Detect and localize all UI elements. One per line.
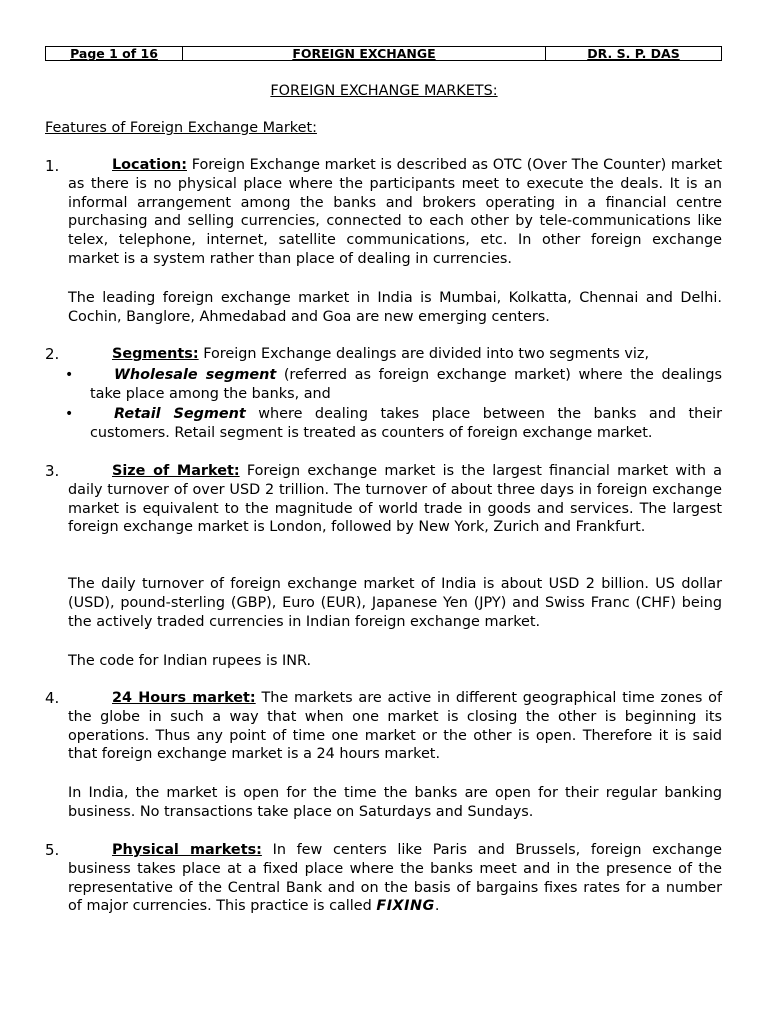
wholesale-segment-label: Wholesale segment <box>114 367 277 383</box>
section-5-number: 5. <box>45 841 60 859</box>
section-2-text: Foreign Exchange dealings are divided into two segments viz, <box>198 346 650 362</box>
section-3-text: Foreign exchange market is the largest financial market with a daily turnover of over USD 2 trillion. The turnover of about three days in foreign exchange market is equivalent to the magnitude of world trade in goods and services. The largest foreign exchange market is London, followed by New York, Zurich and Frankfurt. <box>68 463 722 536</box>
section-4-text: The markets are active in different geographical time zones of the globe in such a way that when one market is closing the other is beginning its operations. Thus any point of time one market or the other is open. Therefore it is said that foreign exchange market is a 24 hours market. <box>68 690 723 763</box>
section-4-paragraph-2: In India, the market is open for the time the banks are open for their regular banking business. No transactions take place on Saturdays and Sundays. <box>68 785 722 820</box>
section-heading: Features of Foreign Exchange Market: <box>45 120 317 136</box>
section-2-heading: Segments: <box>112 346 199 362</box>
section-2-paragraph <box>68 345 722 364</box>
section-2-number: 2. <box>45 345 60 363</box>
document-subject: FOREIGN EXCHANGE <box>183 47 546 60</box>
section-4-paragraph <box>68 689 722 764</box>
section-1-number: 1. <box>45 157 60 175</box>
section-5-heading: Physical markets: <box>112 842 262 858</box>
author-name: DR. S. P. DAS <box>587 46 680 61</box>
bullet-2-text <box>90 405 722 443</box>
bullet-1: • <box>65 367 74 383</box>
page-number: Page 1 of 16 <box>46 47 183 60</box>
section-5-paragraph <box>68 841 722 916</box>
section-4-heading: 24 Hours market: <box>112 690 256 706</box>
section-5-end: . <box>434 898 440 915</box>
bullet-2-body: where dealing takes place between the banks and their customers. Retail segment is treated as counters of foreign exchange market. <box>90 406 722 441</box>
bullet-2: • <box>65 406 74 422</box>
retail-segment-label: Retail Segment <box>114 406 246 422</box>
section-1-text: Foreign Exchange market is described as OTC (Over The Counter) market as there is no physical place where the participants meet to execute the deals. It is an informal arrangement among the banks and brokers operating in a financial centre purchasing and selling currencies, connected to each other by tele-communications like telex, telephone, internet, satellite communications, etc. In other foreign exchange market is a system rather than place of dealing in currencies. <box>68 157 722 267</box>
page-title: FOREIGN EXCHANGE MARKETS: <box>270 83 498 99</box>
bullet-1-text <box>90 366 722 404</box>
section-3-number: 3. <box>45 462 60 480</box>
page-header <box>45 46 722 61</box>
section-3-paragraph <box>68 462 722 537</box>
section-1-paragraph <box>68 156 722 269</box>
section-4-number: 4. <box>45 689 60 707</box>
section-3-heading: Size of Market: <box>112 463 240 479</box>
section-3-paragraph-3: The code for Indian rupees is INR. <box>68 653 312 669</box>
section-1-heading: Location: <box>112 157 187 173</box>
section-3-paragraph-2: The daily turnover of foreign exchange market of India is about USD 2 billion. US dollar (USD), pound-sterling (GBP), Euro (EUR), Japanese Yen (JPY) and Swiss Franc (CHF) being the actively traded currencies in Indian foreign exchange market. <box>68 576 722 630</box>
fixing-term: FIXING <box>376 898 435 915</box>
section-1-paragraph-2: The leading foreign exchange market in India is Mumbai, Kolkatta, Chennai and Delhi. Cochin, Banglore, Ahmedabad and Goa are new emerging centers. <box>68 290 722 325</box>
bullet-1-body: (referred as foreign exchange market) where the dealings take place among the banks, and <box>90 367 723 402</box>
section-5-text: In few centers like Paris and Brussels, foreign exchange business takes place at a fixed place where the banks meet and in the presence of the representative of the Central Bank and on the basis of bargains fixes rates for a number of major currencies. This practice is called <box>68 842 722 915</box>
